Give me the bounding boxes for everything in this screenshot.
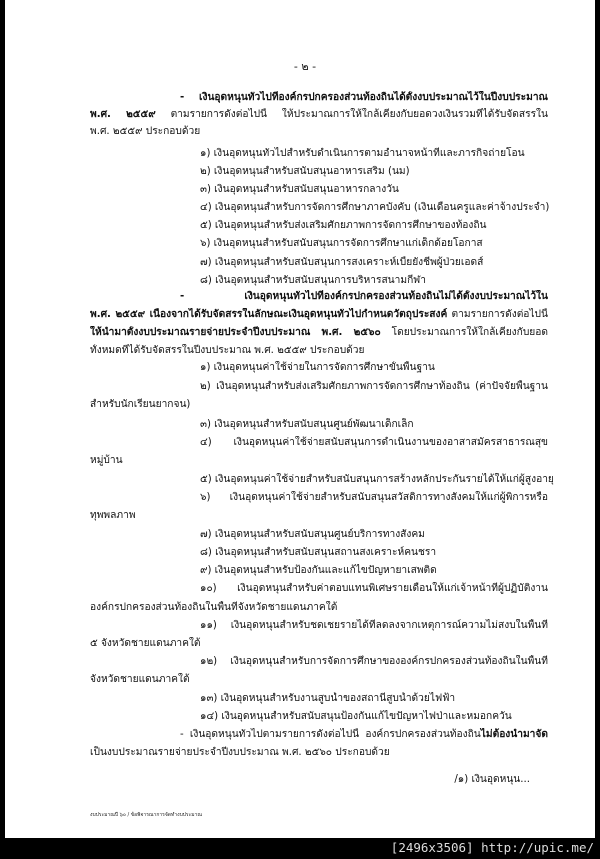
- text-segment: ๑๒) เงินอุดหนุนสำหรับการจัดการศึกษาขององค์กรปกครองส่วนท้องถิ่นในพื้นที่: [200, 656, 548, 667]
- paragraph-line: [180, 290, 548, 304]
- list-item-line: [200, 564, 437, 578]
- list-item-line: [200, 655, 548, 669]
- text-segment: ๖) เงินอุดหนุนสำหรับสนับสนุนการจัดการศึกษาแก่เด็กด้อยโอกาส: [200, 238, 483, 249]
- list-item-line: [200, 274, 426, 288]
- list-item-line: [200, 380, 548, 394]
- paragraph-line: [90, 454, 123, 468]
- text-segment: ตามรายการดังต่อไปนี้: [447, 309, 548, 320]
- paragraph-line: [454, 773, 530, 787]
- bold-text: ไม่ต้องนำมาจัด: [480, 729, 548, 740]
- paragraph-line: [90, 398, 190, 412]
- text-segment: ๒) เงินอุดหนุนสำหรับสนับสนุนอาหารเสริม (นม): [200, 166, 410, 177]
- text-segment: ๑) เงินอุดหนุนทั่วไปสำหรับดำเนินการตามอำนาจหน้าที่และภารกิจถ่ายโอน: [200, 148, 525, 159]
- text-segment: องค์กรปกครองส่วนท้องถิ่นในพื้นที่จังหวัดชายแดนภาคใต้: [90, 602, 338, 613]
- paragraph-line: [90, 746, 390, 760]
- page-number: - ๒ -: [293, 60, 317, 73]
- list-item-line: [200, 692, 455, 706]
- list-item-line: [200, 237, 483, 251]
- text-segment: ๑๐) เงินอุดหนุนสำหรับค่าตอบแทนพิเศษรายเดือนให้แก่เจ้าหน้าที่ผู้ปฏิบัติงาน: [200, 583, 548, 594]
- text-segment: ๓) เงินอุดหนุนสำหรับสนับสนุนศูนย์พัฒนาเด็กเล็ก: [200, 419, 414, 430]
- text-segment: ๘) เงินอุดหนุนสำหรับสนับสนุนการบริหารสนามกีฬา: [200, 275, 426, 286]
- text-segment: สำหรับนักเรียนยากจน): [90, 399, 191, 410]
- text-segment: ๘) เงินอุดหนุนสำหรับสนับสนุนสถานสงเคราะห์คนชรา: [200, 547, 437, 558]
- text-segment: ทุพพลภาพ: [90, 510, 136, 521]
- image-size-watermark: [2496x3506] http://upic.me/: [390, 840, 594, 855]
- bold-text: - เงินอุดหนุนทั่วไปที่องค์กรปกครองส่วนท้องถิ่นได้ตั้งงบประมาณไว้ในปีงบประมาณ: [180, 92, 548, 103]
- list-item-line: [200, 436, 548, 450]
- text-segment: เป็นงบประมาณรายจ่ายประจำปีงบประมาณ พ.ศ. ๒๕๖๐ ประกอบด้วย: [90, 747, 390, 758]
- text-segment: ๑) เงินอุดหนุนค่าใช้จ่ายในการจัดการศึกษาขั้นพื้นฐาน: [200, 362, 435, 373]
- list-item-line: [200, 473, 554, 487]
- paragraph-line: [90, 601, 337, 615]
- text-segment: ๑๓) เงินอุดหนุนสำหรับงานสูบน้ำของสถานีสูบน้ำด้วยไฟฟ้า: [200, 693, 456, 704]
- list-item-line: [200, 528, 425, 542]
- text-segment: ๑๔) เงินอุดหนุนสำหรับสนับสนุนป้องกันแก้ไขปัญหาไฟป่าและหมอกควัน: [200, 711, 512, 722]
- list-item-line: [200, 183, 399, 197]
- paragraph-line: [90, 108, 548, 122]
- text-segment: ๙) เงินอุดหนุนสำหรับป้องกันและแก้ไขปัญหายาเสพติด: [200, 565, 437, 576]
- bold-text: ให้นำมาตั้งงบประมาณรายจ่ายประจำปีงบประมาณ พ.ศ. ๒๕๖๐: [90, 327, 381, 338]
- paragraph-line: [90, 637, 201, 651]
- text-segment: /๑) เงินอุดหนุน...: [454, 774, 530, 785]
- list-item-line: [200, 491, 548, 505]
- paragraph-line: [90, 344, 364, 358]
- text-segment: ๓) เงินอุดหนุนสำหรับสนับสนุนอาหารกลางวัน: [200, 184, 399, 195]
- list-item-line: [200, 582, 548, 596]
- text-segment: ๕) เงินอุดหนุนค่าใช้จ่ายสำหรับสนับสนุนการสร้างหลักประกันรายได้ให้แก่ผู้สูงอายุ: [200, 474, 554, 485]
- paragraph-line: [90, 673, 190, 687]
- bold-text: - เงินอุดหนุนทั่วไปที่องค์กรปกครองส่วนท้องถิ่นไม่ได้ตั้งงบประมาณไว้ใน: [180, 291, 548, 302]
- document-page: [5, 0, 595, 838]
- list-item-line: [200, 219, 487, 233]
- text-segment: โดยประมาณการให้ใกล้เคียงกับยอด: [391, 327, 548, 338]
- paragraph-line: [90, 509, 136, 523]
- text-segment: ๕ จังหวัดชายแดนภาคใต้: [90, 638, 201, 649]
- list-item-line: [200, 418, 414, 432]
- paragraph-line: [90, 125, 200, 139]
- text-segment: - เงินอุดหนุนทั่วไปตามรายการดังต่อไปนี้ องค์กรปกครองส่วนท้องถิ่น: [180, 729, 481, 740]
- text-segment: ๗) เงินอุดหนุนสำหรับสนับสนุนการสงเคราะห์เบี้ยยังชีพผู้ป่วยเอดส์: [200, 257, 484, 268]
- paragraph-line: [90, 308, 548, 322]
- text-segment: ตามรายการดังต่อไปนี้ ให้ประมาณการให้ใกล้เคียงกับยอดวงเงินรวมที่ได้รับจัดสรรใน: [170, 109, 548, 120]
- text-segment: ๑๑) เงินอุดหนุนสำหรับชดเชยรายได้ที่ลดลงจากเหตุการณ์ความไม่สงบในพื้นที่: [200, 620, 548, 631]
- list-item-line: [200, 546, 436, 560]
- text-segment: ๕) เงินอุดหนุนสำหรับส่งเสริมศักยภาพการจัดการศึกษาของท้องถิ่น: [200, 220, 487, 231]
- text-segment: จังหวัดชายแดนภาคใต้: [90, 674, 190, 685]
- list-item-line: [200, 619, 548, 633]
- text-segment: ๔) เงินอุดหนุนสำหรับการจัดการศึกษาภาคบังคับ (เงินเดือนครูและค่าจ้างประจำ): [200, 202, 550, 213]
- text-segment: หมู่บ้าน: [90, 455, 123, 466]
- list-item-line: [200, 361, 435, 375]
- page-footer: งบประมาณปี ๖๐ / ข้อพิจารณาการจัดทำงบประมาณ: [90, 812, 203, 818]
- text-segment: ๗) เงินอุดหนุนสำหรับสนับสนุนศูนย์บริการทางสังคม: [200, 529, 425, 540]
- text-segment: ๒) เงินอุดหนุนสำหรับส่งเสริมศักยภาพการจัดการศึกษาท้องถิ่น (ค่าปัจจัยพื้นฐาน: [200, 381, 548, 392]
- text-segment: ๖) เงินอุดหนุนค่าใช้จ่ายสำหรับสนับสนุนสวัสดิการทางสังคมให้แก่ผู้พิการหรือ: [200, 492, 548, 503]
- text-segment: ทั้งหมดที่ได้รับจัดสรรในปีงบประมาณ พ.ศ. ๒๕๕๙ ประกอบด้วย: [90, 345, 365, 356]
- text-segment: ๔) เงินอุดหนุนค่าใช้จ่ายสนับสนุนการดำเนินงานของอาสาสมัครสาธารณสุข: [200, 437, 548, 448]
- paragraph-line: [180, 728, 548, 742]
- paragraph-line: [90, 326, 548, 340]
- list-item-line: [200, 256, 483, 270]
- paragraph-line: [180, 91, 548, 105]
- text-segment: พ.ศ. ๒๕๕๙ ประกอบด้วย: [90, 126, 201, 137]
- list-item-line: [200, 201, 549, 215]
- bold-text: พ.ศ. ๒๕๕๙ เนื่องจากได้รับจัดสรรในลักษณะเงินอุดหนุนทั่วไปกำหนดวัตถุประสงค์: [90, 309, 448, 320]
- list-item-line: [200, 710, 512, 724]
- list-item-line: [200, 147, 525, 161]
- bold-text: พ.ศ. ๒๕๕๙: [90, 109, 156, 120]
- list-item-line: [200, 165, 410, 179]
